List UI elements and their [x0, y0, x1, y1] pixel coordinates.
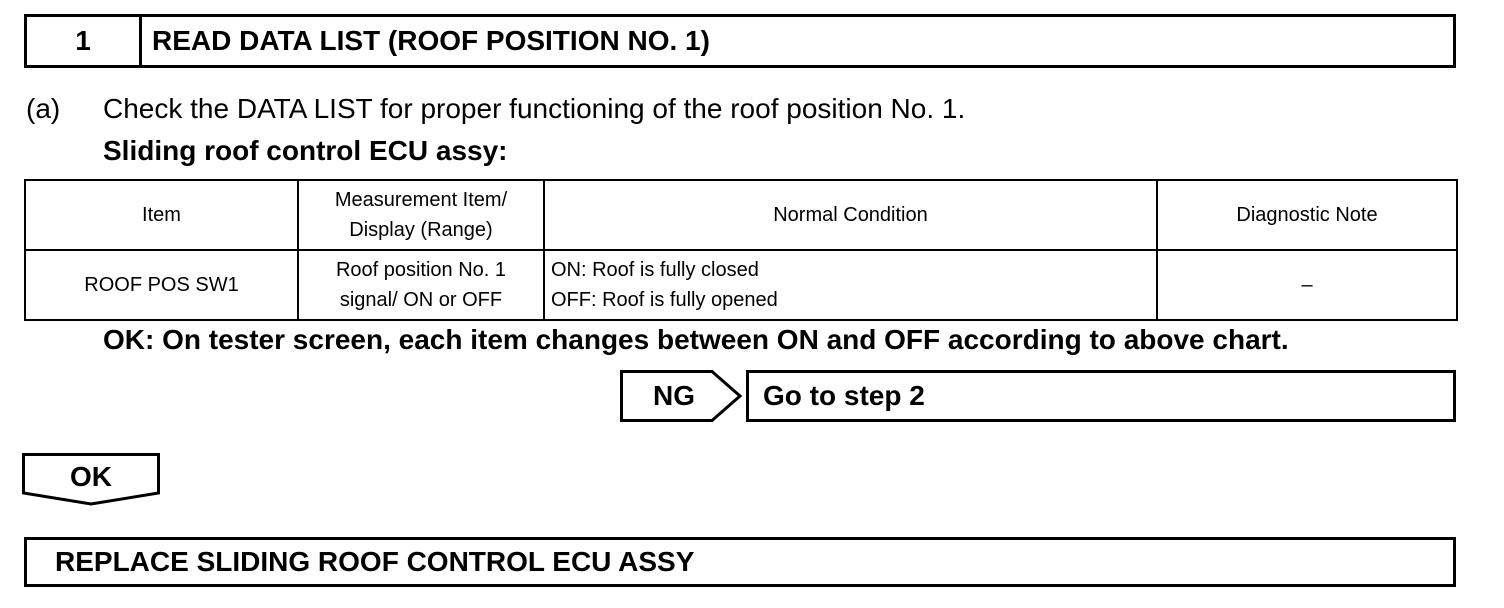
cell-diagnostic-note: – — [1157, 250, 1457, 320]
final-action-box: REPLACE SLIDING ROOF CONTROL ECU ASSY — [24, 537, 1456, 587]
ok-criteria: OK: On tester screen, each item changes between ON and OFF according to above chart. — [103, 324, 1289, 355]
step-title: READ DATA LIST (ROOF POSITION NO. 1) — [152, 25, 710, 56]
cell-item: ROOF POS SW1 — [25, 250, 298, 320]
cell-normal-condition — [544, 250, 1157, 320]
data-list-table — [24, 179, 1458, 321]
cell-measurement-line1: Roof position No. 1 — [335, 259, 507, 281]
instruction-label: (a) — [26, 93, 61, 124]
cell-measurement — [298, 250, 544, 320]
ng-label: NG — [653, 380, 695, 411]
header-diagnostic-note: Diagnostic Note — [1157, 180, 1457, 250]
header-measurement-line2: Display (Range) — [349, 219, 493, 241]
component-subheading: Sliding roof control ECU assy: — [103, 135, 508, 166]
cell-measurement-line2: signal/ ON or OFF — [339, 289, 503, 311]
header-item: Item — [25, 180, 298, 250]
table-row — [25, 250, 1457, 320]
table-header-row — [25, 180, 1457, 250]
header-measurement-line1: Measurement Item/ — [334, 189, 508, 211]
header-normal-condition: Normal Condition — [544, 180, 1157, 250]
ok-arrow-box — [22, 453, 162, 507]
ng-arrow-box — [620, 370, 748, 422]
ng-target-box: Go to step 2 — [746, 370, 1456, 422]
ok-label: OK — [70, 461, 112, 492]
cell-normal-line1: ON: Roof is fully closed — [551, 259, 759, 281]
header-measurement — [298, 180, 544, 250]
step-number: 1 — [27, 17, 142, 65]
cell-normal-line2: OFF: Roof is fully opened — [551, 289, 778, 311]
instruction-text: Check the DATA LIST for proper functioning of the roof position No. 1. — [103, 93, 966, 124]
step-header — [24, 14, 1456, 68]
